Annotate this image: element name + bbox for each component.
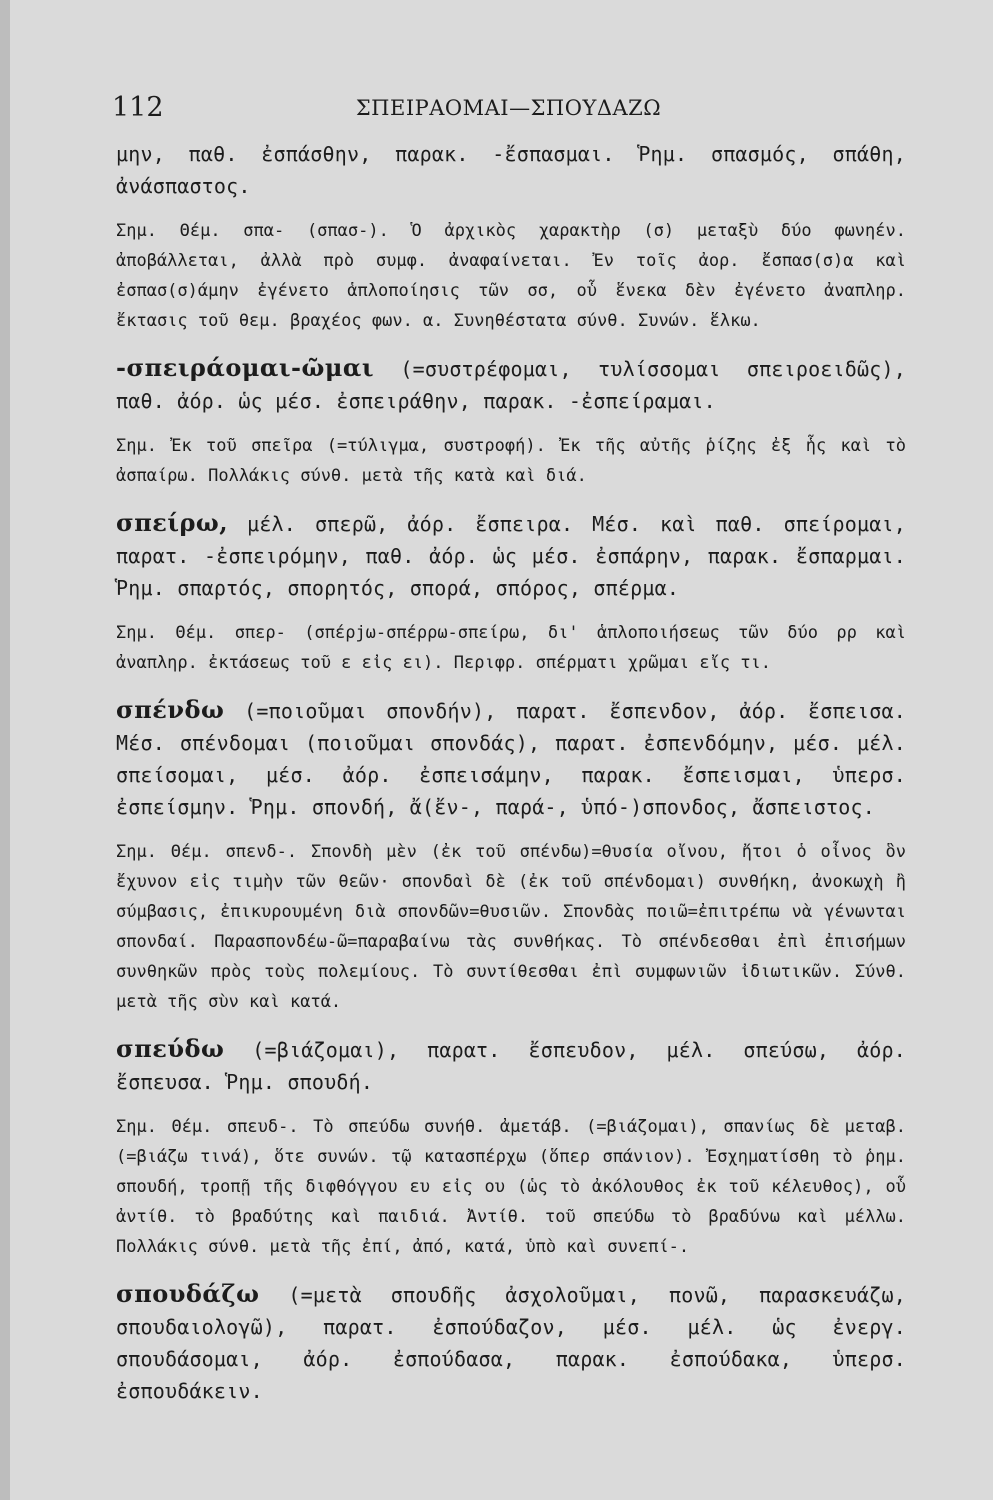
running-head: ΣΠΕΙΡΑΟΜΑΙ—ΣΠΟΥΔΑΖΩ: [355, 96, 662, 120]
note-paragraph: Σημ. Ἐκ τοῦ σπεῖρα (=τύλιγμα, συστροφή). Ἐκ τῆς αὐτῆς ῥίζης ἐξ ἧς καὶ τὸ ἀσπαίρω. Πολλάκις σύνθ. μετὰ τῆς κατὰ καὶ διά.: [116, 436, 906, 486]
entry-text: (=μετὰ σπουδῆς ἀσχολοῦμαι, πονῶ, παρασκευάζω, σπουδαιολογῶ), παρατ. ἐσπούδαζον, μέσ. μέλ. ὡς ἐνεργ. σπουδάσομαι, ἀόρ. ἐσπούδασα, παρακ. ἐσπούδακα, ὑπερσ. ἐσπουδάκειν.: [116, 1283, 906, 1403]
headword: σπείρω,: [116, 508, 229, 537]
headword: -σπειράομαι-ῶμαι: [116, 353, 374, 382]
entry-speudo: [116, 1033, 906, 1098]
entry-speiro: [116, 507, 906, 604]
entry-text: (=ποιοῦμαι σπονδήν), παρατ. ἔσπενδον, ἀόρ. ἔσπεισα. Μέσ. σπένδομαι (ποιοῦμαι σπονδάς), παρατ. ἐσπενδόμην, μέσ. μέλ. σπείσομαι, μέσ. ἀόρ. ἐσπεισάμην, παρακ. ἔσπεισμαι, ὑπερσ. ἐσπείσμην. Ῥημ. σπονδή, ἄ(ἔν-, παρά-, ὑπό-)σπονδος, ἄσπειστος.: [116, 699, 906, 819]
note-paragraph: Σημ. Θέμ. σπα- (σπασ-). Ὁ ἀρχικὸς χαρακτὴρ (σ) μεταξὺ δύο φωνηέν. ἀποβάλλεται, ἀλλὰ πρὸ συμφ. ἀναφαίνεται. Ἐν τοῖς ἀορ. ἔσπασ(σ)α καὶ ἐσπασ(σ)άμην ἐγένετο ἁπλοποίησις τῶν σσ, οὗ ἕνεκα δὲν ἐγένετο ἀναπληρ. ἔκτασις τοῦ θεμ. βραχέος φων. α. Συνηθέστατα σύνθ. Συνών. ἕλκω.: [116, 221, 906, 331]
note-paragraph: Σημ. Θέμ. σπενδ-. Σπονδὴ μὲν (ἐκ τοῦ σπένδω)=θυσία οἴνου, ἤτοι ὁ οἶνος ὃν ἔχυνον εἰς τιμὴν τῶν θεῶν· σπονδαὶ δὲ (ἐκ τοῦ σπένδομαι) συνθήκη, ἀνοκωχὴ ἢ σύμβασις, ἐπικυρουμένη διὰ σπονδῶν=θυσιῶν. Σπονδὰς ποιῶ=ἐπιτρέπω νὰ γένωνται σπονδαί. Παρασπονδέω-ῶ=παραβαίνω τὰς συνθήκας. Τὸ σπένδεσθαι ἐπὶ ἐπισήμων συνθηκῶν πρὸς τοὺς πολεμίους. Τὸ συντίθεσθαι ἐπὶ συμφωνιῶν ἰδιωτικῶν. Σύνθ. μετὰ τῆς σὺν καὶ κατά.: [116, 842, 906, 1012]
dictionary-body: [116, 138, 906, 1407]
headword: σπουδάζω: [116, 1279, 260, 1308]
page-header: [112, 92, 905, 132]
note-paragraph: Σημ. Θέμ. σπερ- (σπέρjω-σπέρρω-σπείρω, δι' ἁπλοποιήσεως τῶν δύο ρρ καὶ ἀναπληρ. ἐκτάσεως τοῦ ε εἰς ει). Περιφρ. σπέρματι χρῶμαι εἴς τι.: [116, 623, 906, 673]
headword: σπεύδω: [116, 1034, 225, 1063]
entry-text: μέλ. σπερῶ, ἀόρ. ἔσπειρα. Μέσ. καὶ παθ. σπείρομαι, παρατ. -ἐσπειρόμην, παθ. ἀόρ. ὡς μέσ. ἐσπάρην, παρακ. ἔσπαρμαι. Ῥημ. σπαρτός, σπορητός, σπορά, σπόρος, σπέρμα.: [116, 512, 906, 600]
note-paragraph: Σημ. Θέμ. σπευδ-. Τὸ σπεύδω συνήθ. ἀμετάβ. (=βιάζομαι), σπανίως δὲ μεταβ. (=βιάζω τινά), ὅτε συνών. τῷ κατασπέρχω (ὅπερ σπάνιον). Ἐσχηματίσθη τὸ ῥημ. σπουδή, τροπῇ τῆς διφθόγγου ευ εἰς ου (ὡς τὸ ἀκόλουθος ἐκ τοῦ κέλευθος), οὗ ἀντίθ. τὸ βραδύτης καὶ παιδιά. Ἀντίθ. τοῦ σπεύδω τὸ βραδύνω καὶ μέλλω. Πολλάκις σύνθ. μετὰ τῆς ἐπί, ἀπό, κατά, ὑπὸ καὶ συνεπί-.: [116, 1117, 906, 1257]
entry-continuation: μην, παθ. ἐσπάσθην, παρακ. -ἔσπασμαι. Ῥημ. σπασμός, σπάθη, ἀνάσπαστος.: [116, 142, 906, 198]
entry-speiraomai: [116, 352, 906, 417]
page-number: 112: [112, 92, 164, 123]
entry-text: (=βιάζομαι), παρατ. ἔσπευδον, μέλ. σπεύσω, ἀόρ. ἔσπευσα. Ῥημ. σπουδή.: [116, 1038, 906, 1094]
entry-spendo: [116, 694, 906, 823]
entry-text: (=συστρέφομαι, τυλίσσομαι σπειροειδῶς), παθ. ἀόρ. ὡς μέσ. ἐσπειράθην, παρακ. -ἐσπείραμαι.: [116, 357, 906, 413]
entry-spoudazo: [116, 1278, 906, 1407]
headword: σπένδω: [116, 695, 225, 724]
